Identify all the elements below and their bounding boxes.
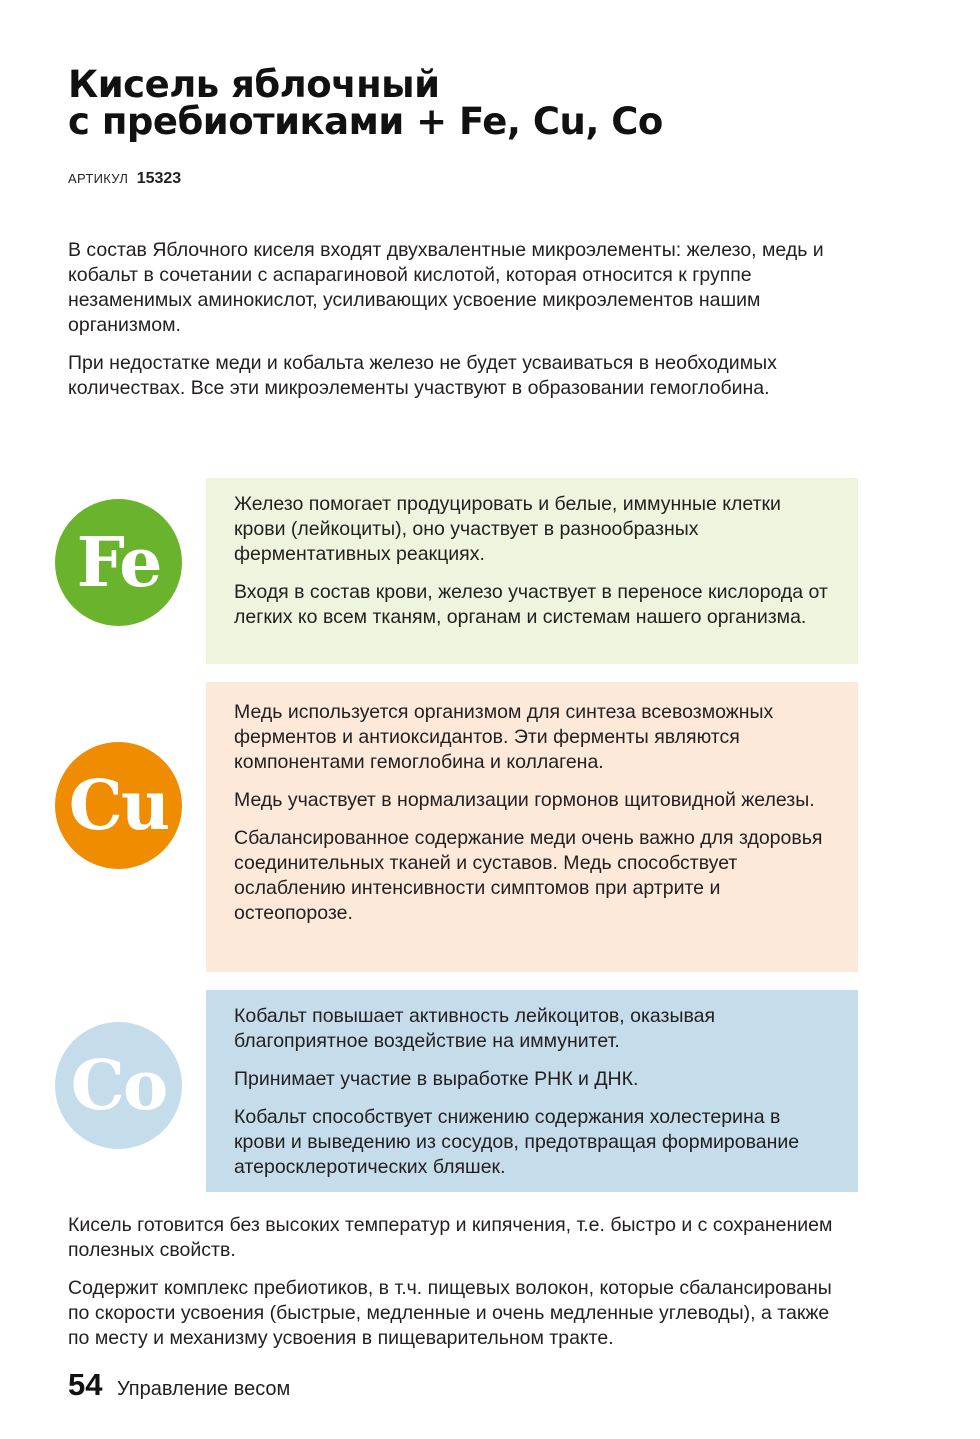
page-footer xyxy=(68,1367,290,1403)
sku-value: 15323 xyxy=(136,170,182,187)
cu-paragraph: Сбалансированное содержание меди очень важно для здоровья соединительных тканей и суставов. Медь способствует ослаблению интенсивности симптомов при артрите и остеопорозе. xyxy=(234,827,823,924)
co-paragraph: Принимает участие в выработке РНК и ДНК. xyxy=(234,1068,639,1090)
outro-paragraph: Содержит комплекс пребиотиков, в т.ч. пищевых волокон, которые сбалансированы по скорости усвоения (быстрые, медленные и очень медленные углеводы), а также по месту и механизму усвоения в пищеварительном тракте. xyxy=(68,1277,832,1349)
cu-paragraph: Медь используется организмом для синтеза всевозможных ферментов и антиоксидантов. Эти ферменты являются компонентами гемоглобина и коллагена. xyxy=(234,701,774,773)
co-info-box xyxy=(206,990,858,1192)
cu-paragraph: Медь участвует в нормализации гормонов щитовидной железы. xyxy=(234,789,815,811)
co-paragraph: Кобальт повышает активность лейкоцитов, оказывая благоприятное воздействие на иммунитет. xyxy=(234,1005,716,1052)
sku xyxy=(68,170,181,188)
co-paragraph: Кобальт способствует снижению содержания холестерина в крови и выведению из сосудов, предотвращая формирование атеросклеротических бляшек. xyxy=(234,1106,800,1178)
fe-info-box xyxy=(206,478,858,664)
page-title xyxy=(68,63,868,143)
co-element-badge: Co xyxy=(55,1022,182,1149)
outro-text xyxy=(68,1213,848,1364)
cu-element-badge: Cu xyxy=(55,742,182,869)
intro-text xyxy=(68,238,848,414)
fe-paragraph: Железо помогает продуцировать и белые, иммунные клетки крови (лейкоциты), оно участвует в разнообразных ферментативных реакциях. xyxy=(234,493,781,565)
intro-paragraph: В состав Яблочного киселя входят двухвалентные микроэлементы: железо, медь и кобальт в сочетании с аспарагиновой кислотой, которая относится к группе незаменимых аминокислот, усиливающих усвоение микроэлементов нашим организмом. xyxy=(68,239,824,336)
page-number: 54 xyxy=(68,1367,103,1402)
title-line-2: с пребиотиками + Fe, Cu, Co xyxy=(68,100,663,143)
cu-info-box xyxy=(206,682,858,972)
fe-paragraph: Входя в состав крови, железо участвует в переносе кислорода от легких ко всем тканям, органам и системам нашего организма. xyxy=(234,581,828,628)
intro-paragraph: При недостатке меди и кобальта железо не будет усваиваться в необходимых количествах. Все эти микроэлементы участвуют в образовании гемоглобина. xyxy=(68,352,777,399)
section-name: Управление весом xyxy=(116,1378,291,1400)
fe-element-badge: Fe xyxy=(55,499,182,626)
title-line-1: Кисель яблочный xyxy=(68,63,440,106)
outro-paragraph: Кисель готовится без высоких температур и кипячения, т.е. быстро и с сохранением полезных свойств. xyxy=(68,1214,833,1261)
sku-label: АРТИКУЛ xyxy=(68,171,129,186)
